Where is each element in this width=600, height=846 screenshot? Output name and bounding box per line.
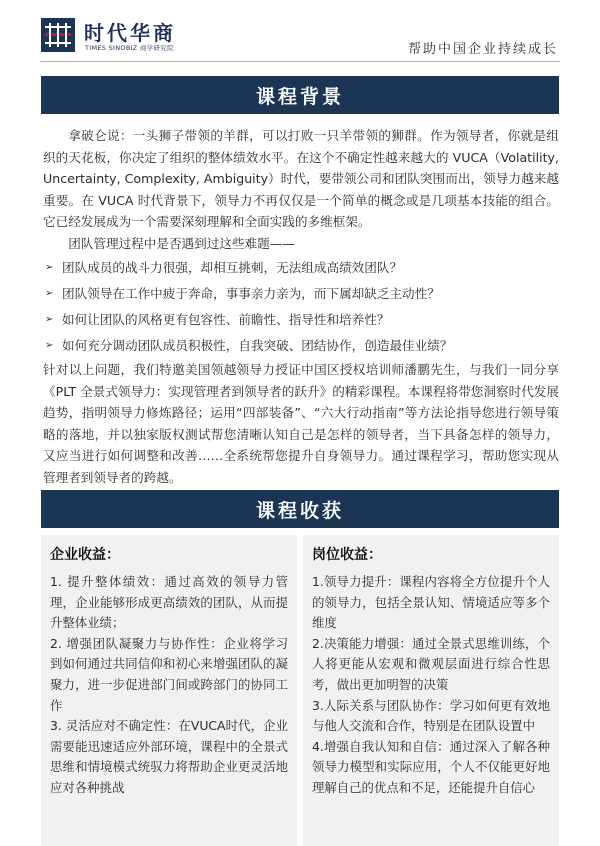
brand-name: 时代华商 [84, 21, 176, 45]
list-item: 3. 灵活应对不确定性：在VUCA时代，企业需要能迅速适应外部环境，课程中的全景式思维和情境模式统驭力将帮助企业更灵活地应对各种挑战 [50, 718, 288, 795]
brand-subtitle: TIMES SINOBIZ 商学研究院 [85, 44, 174, 52]
arrow-bullet-icon: ➢ [45, 314, 54, 325]
position-gains-panel [303, 535, 559, 846]
position-gains-list [312, 572, 550, 799]
list-item: ➢ 如何让团队的风格更有包容性、前瞻性、指导性和培养性？ [43, 307, 559, 333]
building-logo-icon [41, 18, 75, 52]
arrow-bullet-icon: ➢ [45, 262, 54, 273]
list-item: 2. 增强团队凝聚力与协作性：企业将学习到如何通过共同信仰和初心来增强团队的凝聚力，进一步促进部门间或跨部门的协同工作 [50, 635, 288, 713]
section-title-gains: 课程收获 [255, 499, 344, 522]
header-divider [40, 61, 560, 62]
section-title-background: 课程背景 [255, 85, 344, 108]
closing-paragraph: 针对以上问题，我们特邀美国领越领导力授证中国区授权培训师潘鹏先生，与我们一同分享《PLT 全景式领导力：实现管理者到领导者的跃升》的精彩课程。本课程将带您洞察时代发展趋势，指明领导力修炼路径；运用“四部装备”、“六大行动指南”等方法论指导您进行领导策略的落地，并以独家版权测试帮您清晰认知自己是怎样的领导者，当下具备怎样的领导力，又应当进行如何调整和改善……全系统帮您提升自身领导力。通过课程学习，帮助您实现从管理者到领导者的跨越。 [43, 362, 559, 485]
list-item: 3.人际关系与团队协作：学习如何更有效地与他人交流和合作，特别是在团队设置中 [312, 697, 550, 734]
list-item: 4.增强自我认知和自信：通过深入了解各种领导力模型和实际应用，个人不仅能更好地理解自己的优点和不足，还能提升自信心 [312, 738, 550, 795]
list-item: 1. 提升整体绩效：通过高效的领导力管理，企业能够形成更高绩效的团队，从而提升整体业绩； [50, 574, 288, 631]
enterprise-gains-panel [41, 535, 297, 846]
list-item: 1.领导力提升：课程内容将全方位提升个人的领导力，包括全景认知、情境适应等多个维度 [312, 574, 550, 631]
enterprise-gains-title: 企业收益： [50, 547, 120, 563]
intro-paragraph: 拿破仑说：一头狮子带领的羊群，可以打败一只羊带领的狮群。作为领导者，你就是组织的天花板，你决定了组织的整体绩效水平。在这个不确定性越来越大的 VUCA（Volatility, Uncertainty, Complexity, Ambiguity）时代，要带领公司和团队突围而出，领导力越来越重要。在 VUCA 时代背景下，领导力不再仅仅是一个简单的概念或是几项基本技能的组合。它已经发展成为一个需要深刻理解和全面实践的多维框架。 [43, 128, 559, 229]
list-item: ➢ 团队成员的战斗力很强，却相互挑刺，无法组成高绩效团队？ [43, 255, 559, 281]
section-banner-background [41, 76, 559, 114]
arrow-bullet-icon: ➢ [45, 340, 54, 351]
list-item: 2.决策能力增强：通过全景式思维训练，个人将更能从宏观和微观层面进行综合性思考，做出更加明智的决策 [312, 635, 550, 692]
question-lead: 团队管理过程中是否遇到过这些难题—— [68, 235, 295, 251]
list-item: ➢ 团队领导在工作中疲于奔命，事事亲力亲为，而下属却缺乏主动性？ [43, 281, 559, 307]
arrow-bullet-icon: ➢ [45, 288, 54, 299]
position-gains-title: 岗位收益： [312, 547, 382, 563]
background-section [43, 125, 559, 488]
section-banner-gains [41, 490, 559, 528]
question-list [43, 255, 559, 359]
enterprise-gains-list [50, 572, 288, 799]
page-header [0, 0, 600, 70]
list-item: ➢ 如何充分调动团队成员积极性，自我突破、团结协作，创造最佳业绩？ [43, 333, 559, 359]
header-slogan: 帮助中国企业持续成长 [407, 42, 558, 57]
